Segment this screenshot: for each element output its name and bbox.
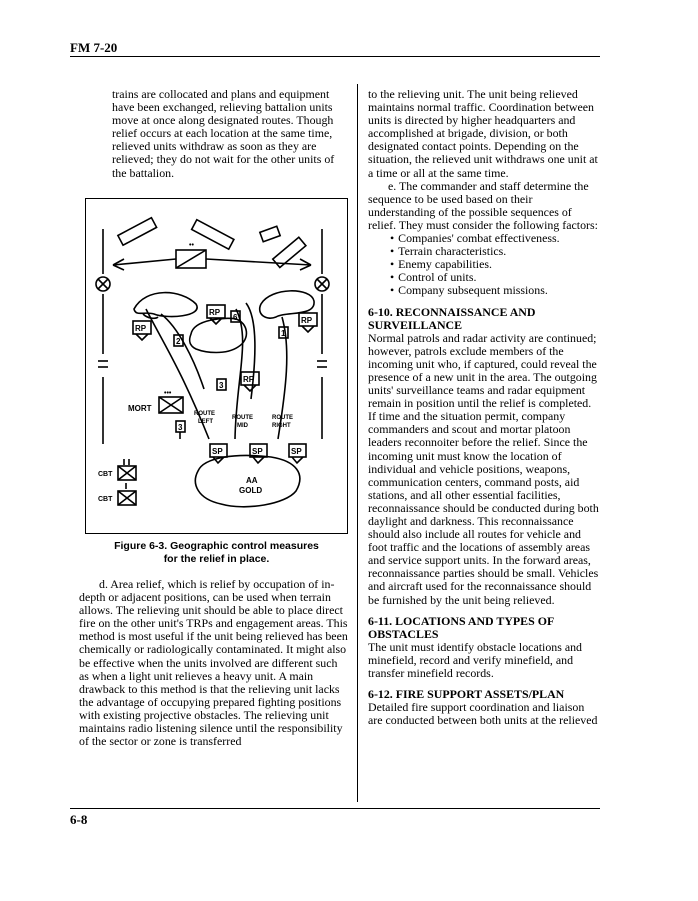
aa-gold-label: GOLD: [239, 486, 263, 495]
header-rule: [70, 56, 600, 57]
section-6-10-heading: 6-10. RECONNAISSANCE AND SURVEILLANCE: [368, 304, 536, 332]
mort-dots: •••: [164, 390, 172, 397]
factor-item: • Enemy capabilities.: [390, 258, 600, 271]
factor-item: • Terrain characteristics.: [390, 245, 600, 258]
company-position-right: [260, 291, 314, 318]
unit-label-6: 6: [233, 313, 238, 322]
factor-item: • Company subsequent missions.: [390, 284, 600, 297]
unit-label-3-left: 3: [178, 423, 183, 432]
sp-label-right: SP: [291, 447, 302, 456]
left-column-top: [112, 88, 348, 180]
battalion-dots: ••: [189, 242, 194, 249]
section-6-12-body: Detailed fire support coordination and liaison are conducted between both units at the relieved: [368, 700, 598, 728]
company-position-center: [190, 318, 247, 352]
footer-rule: [70, 808, 600, 809]
rp-label-top-center: RP: [209, 308, 221, 317]
right-para-e: e. The commander and staff determine the sequence to be used based on their understanding of the possible sequences of relief. They must consider the following factors:: [368, 178, 598, 232]
route-mid-label-2: MID: [237, 423, 248, 429]
column-divider: [357, 84, 358, 802]
right-para-top: to the relieving unit. The unit being relieved maintains normal traffic. Coordination between units is directed by higher headquarters and accomplished at brigade, division, or both designated contact points. Depending on the situation, the relieved unit withdraws one unit at a time or all at the same time.: [368, 87, 598, 180]
left-column-bottom: [79, 578, 348, 748]
cbt-label-2: CBT: [98, 496, 113, 503]
route-mid-label-1: ROUTE: [232, 415, 253, 421]
sp-label-mid: SP: [252, 447, 263, 456]
section-6-11-body: The unit must identify obstacle locations and minefield, record and verify minefield, and transfer minefield records.: [368, 639, 582, 681]
rp-label-right: RP: [301, 316, 313, 325]
rp-label-left: RP: [135, 324, 147, 333]
figure-caption-line-1: Figure 6-3. Geographic control measures: [114, 540, 319, 552]
figure-diagram: [86, 199, 346, 532]
obstacle-4: [260, 226, 280, 242]
flot-line-right: [206, 259, 311, 265]
company-position-left: [134, 293, 197, 317]
obstacle-1: [118, 218, 157, 246]
cbt-label-1: CBT: [98, 471, 113, 478]
factor-item: • Companies' combat effectiveness.: [390, 232, 600, 245]
sp-label-left: SP: [212, 447, 223, 456]
left-para-d: d. Area relief, which is relief by occupation of in-depth or adjacent positions, can be used when terrain allows. The relieving unit should be able to place direct fire on the other unit's TRPs and engagement areas. This method is most useful if the unit being relieved has been chemically or radiologically contaminated. It might also be effective when the units involved are different such as when a light unit relieves a heavy unit. A main drawback to this method is that the relieving unit lacks the advantage of occupying prepared fighting positions with existing projective obstacles. The relieving unit maintains radio listening silence until the responsibility of the sector or zone is transferred: [79, 577, 348, 749]
left-para-top: trains are collocated and plans and equipment have been exchanged, relieving battalion units move at once along designated routes. Though relief occurs at each location at the same time, relieved units withdraw as soon as they are relieved; they do not wait for the other units of the battalion.: [112, 87, 335, 180]
route-right-label-2: RIGHT: [272, 423, 291, 429]
route-left-label-1: ROUTE: [194, 411, 215, 417]
section-6-12-heading: 6-12. FIRE SUPPORT ASSETS/PLAN: [368, 687, 565, 702]
mort-label: MORT: [128, 404, 152, 413]
section-6-11-heading: 6-11. LOCATIONS AND TYPES OF OBSTACLES: [368, 613, 554, 641]
obstacle-2: [192, 220, 234, 249]
running-header: FM 7-20: [70, 40, 118, 55]
route-left-label-2: LEFT: [198, 419, 213, 425]
unit-label-2: 2: [176, 337, 181, 346]
figure-caption-line-2: for the relief in place.: [163, 553, 270, 565]
factor-item: • Control of units.: [390, 271, 600, 284]
unit-label-3-center: 3: [219, 381, 224, 390]
unit-label-1: 1: [281, 329, 286, 338]
factor-list: [368, 232, 600, 297]
figure-6-3: [85, 198, 348, 534]
right-column: [368, 88, 600, 727]
rp-label-center: RP: [243, 375, 255, 384]
aa-label: AA: [246, 476, 258, 485]
section-6-10-body: Normal patrols and radar activity are continued; however, patrols exclude members of the incoming unit who, if captured, could reveal the presence of a new unit in the area. The outgoing units' surveillance teams and radar equipment remain in position until the relief is completed. If time and the situation permit, company commanders and scout and mortar platoon leaders reconnoiter before the relief. Since the incoming unit must know the location of individual and vehicle positions, weapons, communication centers, command posts, aid stations, and all other essential facilities, reconnaissance should be conducted during both daylight and darkness. This reconnaissance should also include all routes for vehicle and foot traffic and the locations of assembly areas and service support units. In the forward areas, reconnaissance parties should be small. Vehicles and aircraft used for the reconnaissance should be furnished by the unit being relieved.: [368, 330, 599, 607]
figure-caption: [85, 540, 348, 566]
page-number: 6-8: [70, 812, 88, 827]
route-right-label-1: ROUTE: [272, 415, 293, 421]
